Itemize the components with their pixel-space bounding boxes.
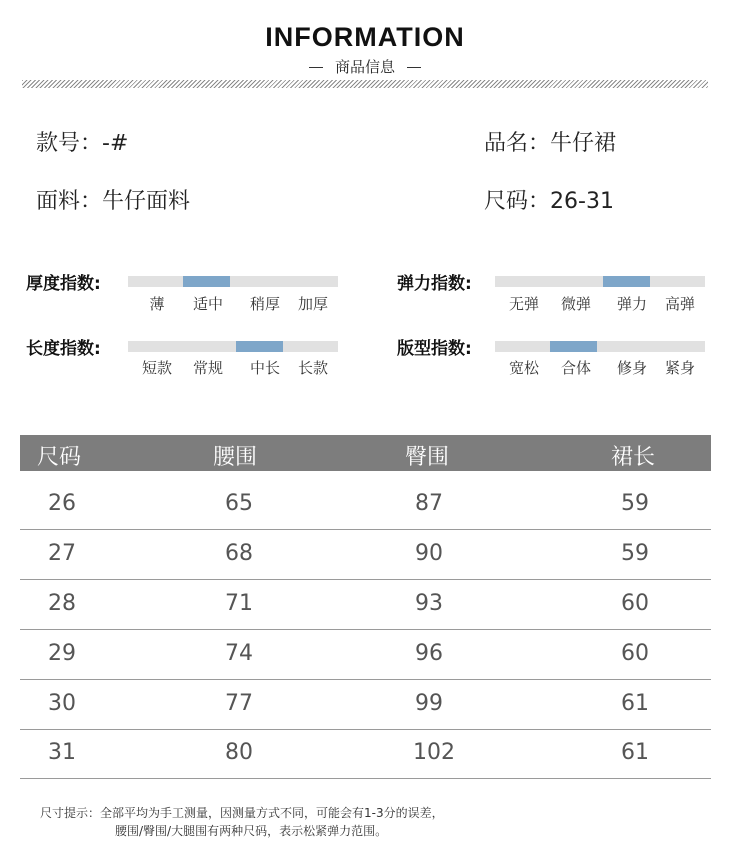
size-table-header: [20, 435, 711, 471]
table-cell: 28: [48, 591, 76, 616]
metric-thickness-label: 厚度指数:: [26, 274, 101, 294]
metric-fit-option: 修身: [616, 359, 647, 377]
metric-fit-bar: [495, 341, 705, 352]
info-size-value: 26-31: [550, 189, 614, 214]
metric-elasticity-bar: [495, 276, 705, 287]
table-cell: 61: [621, 740, 649, 765]
info-style-no: [36, 126, 128, 157]
metric-thickness-option: 稍厚: [249, 295, 280, 313]
metric-elasticity-fill: [603, 276, 650, 287]
page-subtitle: [0, 56, 730, 77]
table-cell: 74: [225, 641, 253, 666]
info-product-name-label: 品名：: [484, 131, 551, 156]
table-cell: 96: [415, 641, 443, 666]
info-product-name-value: 牛仔裙: [550, 131, 617, 156]
info-fabric: [36, 184, 190, 215]
table-cell: 99: [415, 691, 443, 716]
metric-fit-option: 紧身: [664, 359, 695, 377]
table-row: [20, 630, 711, 680]
metric-length-label: 长度指数:: [26, 339, 101, 359]
table-cell: 31: [48, 740, 76, 765]
table-row: [20, 480, 711, 530]
hatched-divider: [22, 80, 708, 88]
metric-thickness-fill: [183, 276, 230, 287]
table-header-cell: 臀围: [405, 445, 450, 470]
info-fabric-label: 面料：: [36, 189, 103, 214]
measurement-note-line2: 腰围/臀围/大腿围有两种尺码，表示松紧弹力范围。: [115, 824, 388, 838]
table-cell: 93: [415, 591, 443, 616]
metric-fit-option: 宽松: [508, 359, 539, 377]
table-cell: 59: [621, 491, 649, 516]
metric-length-option: 长款: [297, 359, 328, 377]
table-cell: 61: [621, 691, 649, 716]
subtitle-dash-right: [407, 67, 421, 68]
metric-length-bar: [128, 341, 338, 352]
table-cell: 60: [621, 591, 649, 616]
metric-elasticity-option: 微弹: [560, 295, 591, 313]
metric-fit-option: 合体: [560, 359, 591, 377]
info-style-no-value: -#: [102, 131, 129, 156]
metric-fit-fill: [550, 341, 597, 352]
table-cell: 26: [48, 491, 76, 516]
table-cell: 27: [48, 541, 76, 566]
table-cell: 87: [415, 491, 443, 516]
metric-length-option: 中长: [249, 359, 280, 377]
measurement-note-line1: 尺寸提示：全部平均为手工测量，因测量方式不同，可能会有1-3分的误差，: [40, 806, 444, 820]
table-cell: 80: [225, 740, 253, 765]
info-product-name: [484, 126, 616, 157]
subtitle-text: 商品信息: [334, 58, 395, 76]
table-cell: 68: [225, 541, 253, 566]
table-row: [20, 680, 711, 730]
metric-thickness-bar: [128, 276, 338, 287]
metric-length-option: 短款: [141, 359, 172, 377]
table-cell: 102: [413, 740, 455, 765]
metric-elasticity-option: 高弹: [664, 295, 695, 313]
metric-length-option: 常规: [192, 359, 223, 377]
page-title: INFORMATION: [265, 22, 465, 52]
table-cell: 60: [621, 641, 649, 666]
table-cell: 90: [415, 541, 443, 566]
metric-elasticity-option: 弹力: [616, 295, 647, 313]
metric-thickness-option: 适中: [192, 295, 223, 313]
info-style-no-label: 款号：: [36, 131, 103, 156]
table-cell: 59: [621, 541, 649, 566]
table-header-cell: 尺码: [37, 445, 82, 470]
table-header-cell: 裙长: [611, 445, 656, 470]
metric-thickness-option: 加厚: [297, 295, 328, 313]
info-fabric-value: 牛仔面料: [102, 189, 191, 214]
table-row: [20, 729, 711, 779]
info-size: [484, 184, 614, 215]
table-cell: 65: [225, 491, 253, 516]
table-cell: 29: [48, 641, 76, 666]
info-size-label: 尺码：: [484, 189, 551, 214]
table-header-cell: 腰围: [213, 445, 258, 470]
metric-elasticity-option: 无弹: [508, 295, 539, 313]
metric-thickness-option: 薄: [149, 295, 165, 313]
table-row: [20, 580, 711, 630]
metric-fit-label: 版型指数:: [397, 339, 472, 359]
table-cell: 30: [48, 691, 76, 716]
metric-length-fill: [236, 341, 283, 352]
table-cell: 77: [225, 691, 253, 716]
table-cell: 71: [225, 591, 253, 616]
subtitle-dash-left: [309, 67, 323, 68]
table-row: [20, 530, 711, 580]
metric-elasticity-label: 弹力指数:: [397, 274, 472, 294]
